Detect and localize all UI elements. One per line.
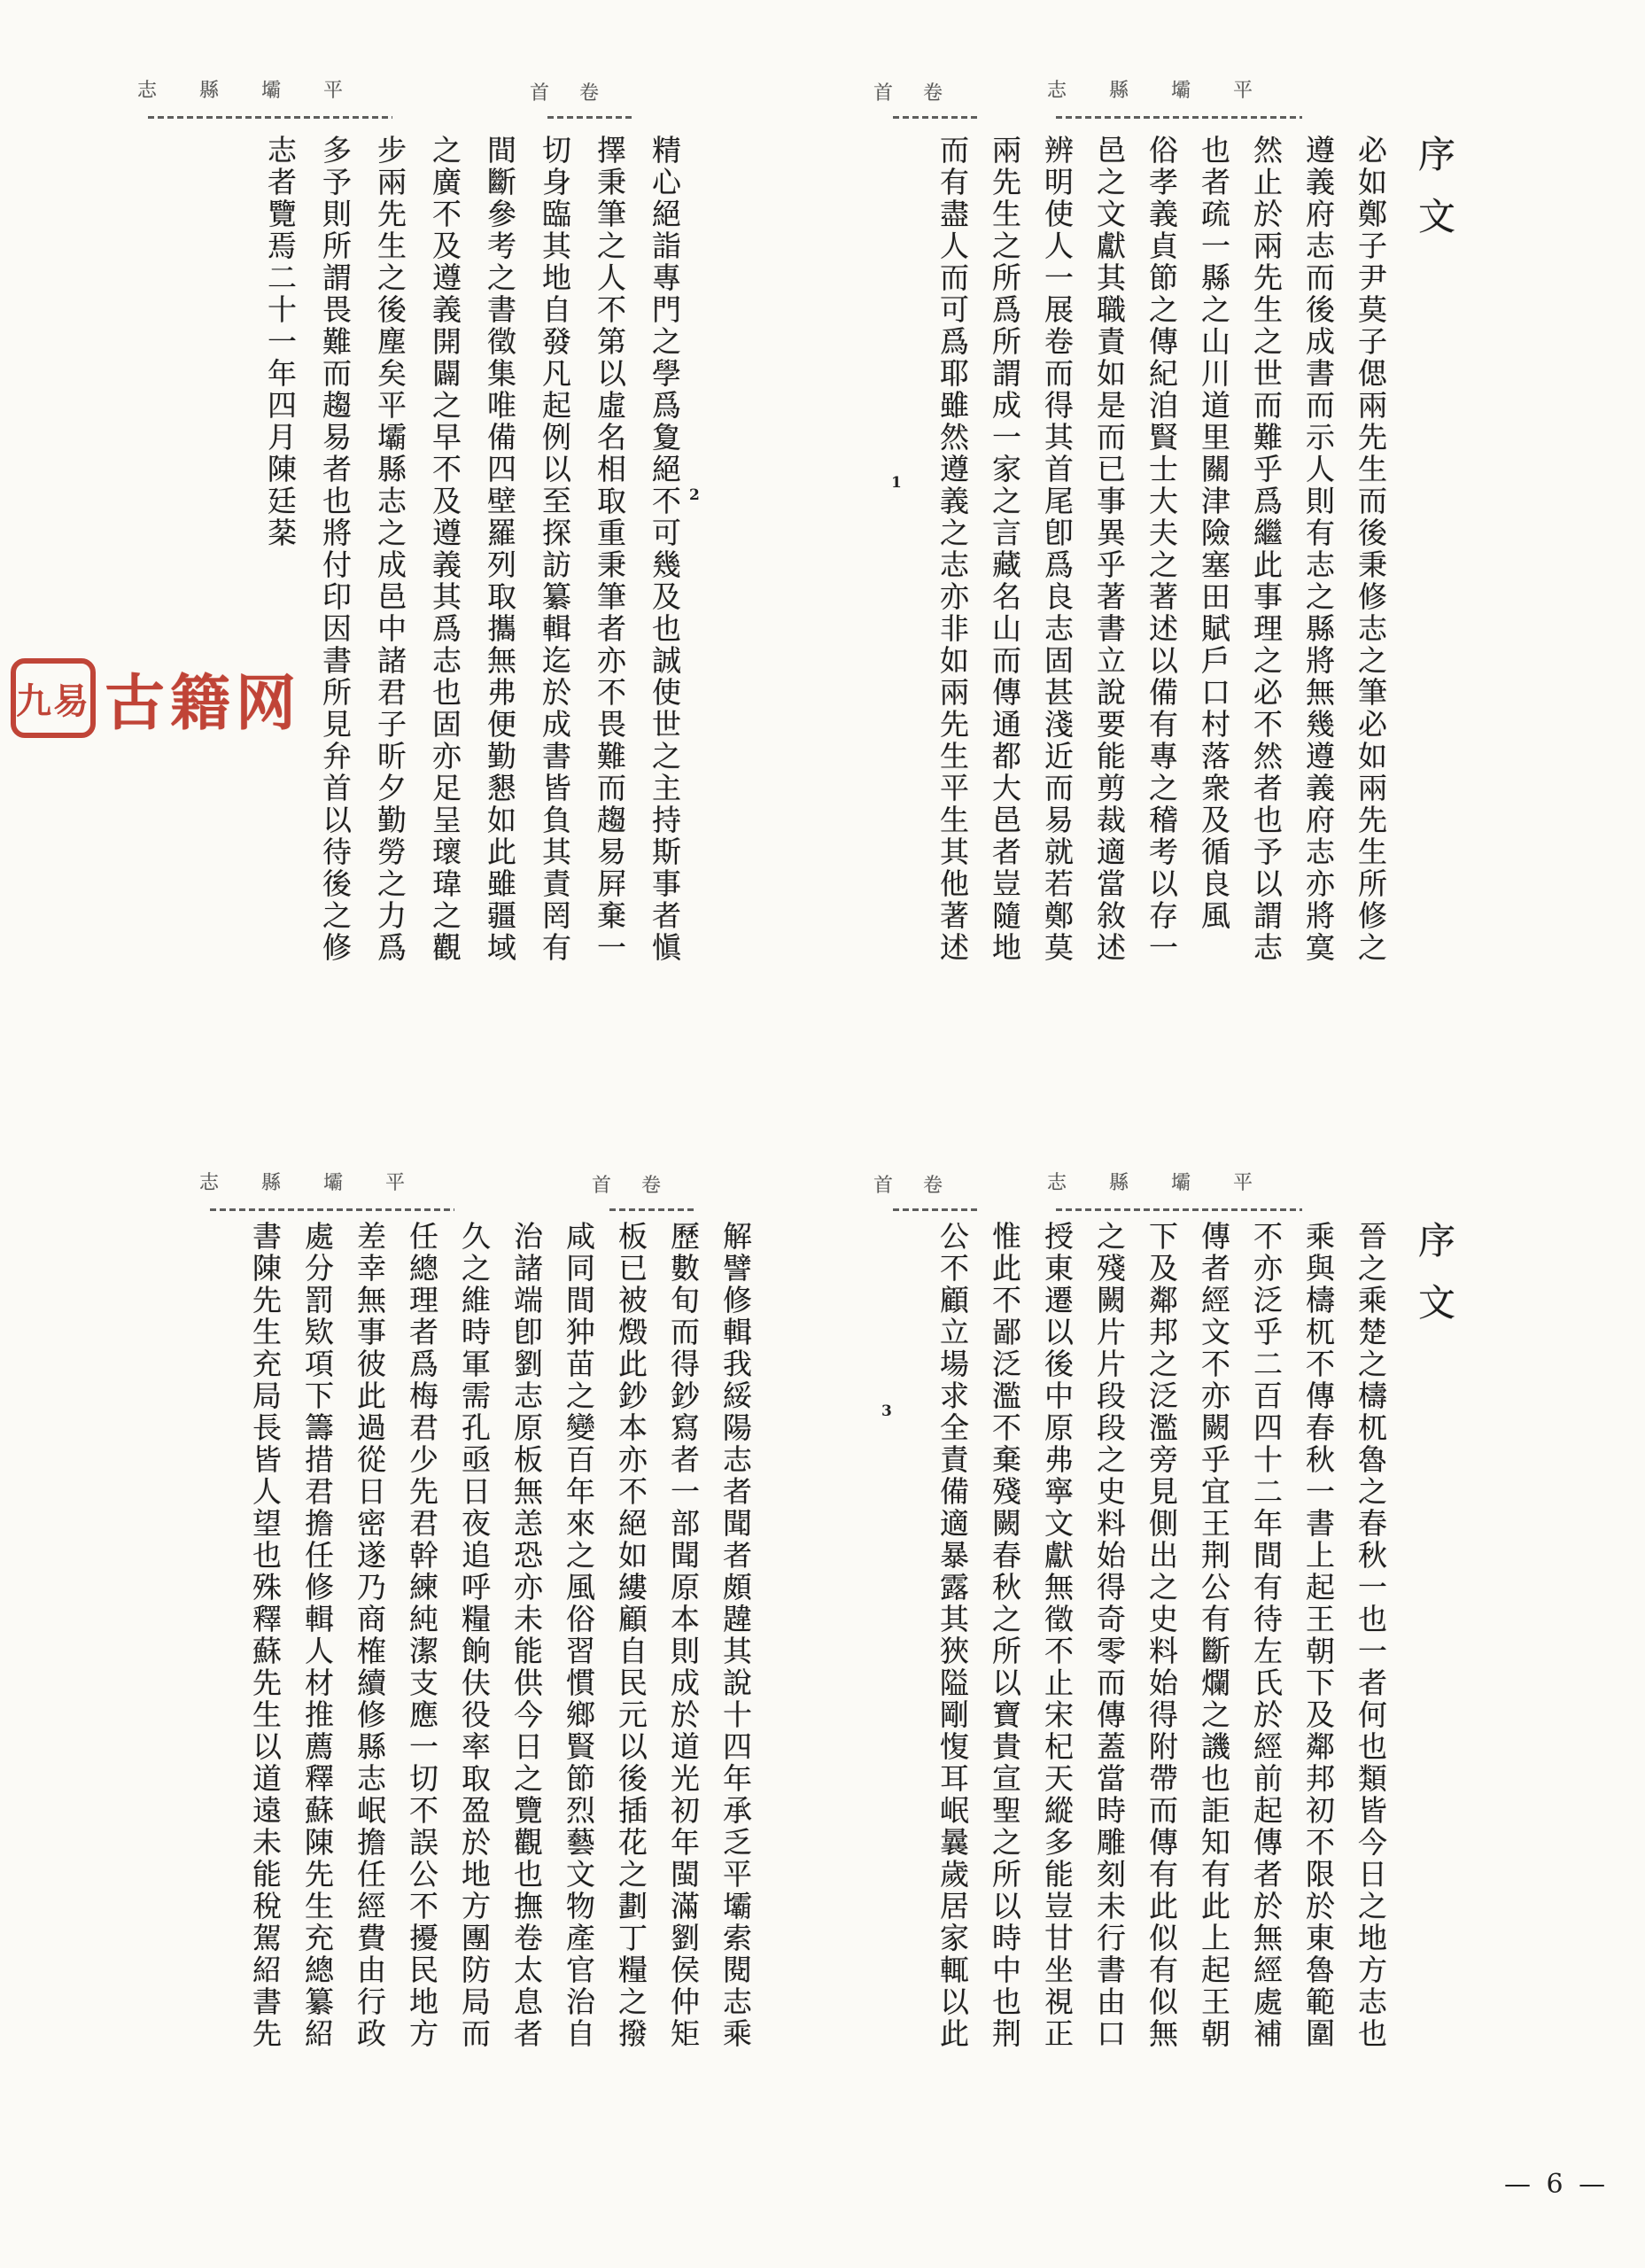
text-column: 晉之乘楚之檮杌魯之春秋一也一者何也類皆今日之地方志也 xyxy=(1354,1221,1385,2050)
running-header-rule xyxy=(1056,1208,1302,1211)
text-column: 處分罰欵項下籌措君擔任修輯人材推薦釋蘇陳先生充總纂紹 xyxy=(300,1221,332,2050)
text-column: 授東遷以後中原弗寧文獻無徵不止宋杞天縱多能豈甘坐視正 xyxy=(1040,1221,1072,2050)
text-column: 志者覽焉二十一年四月陳廷棻 xyxy=(263,135,295,549)
text-column: 之殘闕片片段段之史料始得奇零而傳蓋當時雕刻未行書由口 xyxy=(1092,1221,1124,2050)
text-columns-left xyxy=(232,1221,760,2071)
running-header-rule xyxy=(893,1208,978,1211)
text-column: 不亦泛乎二百四十二年間有待左氏於經前起傳者於無經處補 xyxy=(1249,1221,1281,2050)
text-column: 邑之文獻其職責如是而已事異乎著書立說要能剪裁適當敘述 xyxy=(1092,135,1124,964)
running-header-book-title: 平壩縣志 xyxy=(1046,1171,1295,1193)
folio-digit: 1 xyxy=(891,474,902,492)
page-title: 序文 xyxy=(1413,135,1454,259)
text-column: 遵義府志而後成書而示人則有志之縣將無幾遵義府志亦將寞 xyxy=(1301,135,1333,964)
running-header-section: 卷首 xyxy=(873,82,973,104)
text-column: 傳者經文不亦闕乎宜王荆公有斷爛之譏也詎知有此上起王朝 xyxy=(1197,1221,1229,2050)
text-column: 解譬修輯我綏陽志者聞者頗韙其說十四年承乏平壩索閱志乘 xyxy=(718,1221,750,2050)
running-header-book-title: 平壩縣志 xyxy=(198,1171,447,1193)
watermark-logo: 九易 xyxy=(11,658,96,738)
watermark xyxy=(11,656,301,741)
text-column: 然止於兩先生之世而難乎爲繼此事理之必不然者也予以謂志 xyxy=(1249,135,1281,964)
text-column: 切身臨其地自發凡起例以至探訪纂輯迄於成書皆負其責罔有 xyxy=(538,135,570,964)
running-header-section: 卷首 xyxy=(873,1174,973,1196)
text-column: 兩先生之所爲所謂成一家之言藏名山而傳通都大邑者豈隨地 xyxy=(988,135,1020,964)
text-column: 之廣不及遵義開闢之早不及遵義其爲志也固亦足呈瓌瑋之觀 xyxy=(428,135,460,964)
text-column: 而有盡人而可爲耶雖然遵義之志亦非如兩先生平生其他著述 xyxy=(935,135,967,964)
text-column: 下及鄰邦之泛濫旁見側出之史料始得附帶而傳有此似有似無 xyxy=(1145,1221,1176,2050)
text-column: 公不顧立場求全責備適暴露其狹隘剛愎耳岷曩歲居家輒以此 xyxy=(935,1221,967,2050)
text-column: 間斷參考之書徵集唯備四壁羅列取攜無弗便勤懇如此雖疆域 xyxy=(483,135,515,964)
running-header-rule xyxy=(148,116,392,119)
text-column: 治諸端卽劉志原板無恙恐亦未能供今日之覽觀也撫卷太息者 xyxy=(509,1221,541,2050)
text-column: 板已被燬此鈔本亦不絕如縷顧自民元以後插花之劃丁糧之撥 xyxy=(614,1221,646,2050)
sheet-page-number: — 6 — xyxy=(1504,2169,1610,2200)
text-column: 歷數旬而得鈔寫者一部聞原本則成於道光初年閩滿劉侯仲矩 xyxy=(666,1221,698,2050)
text-column: 久之維時軍需孔亟日夜追呼糧餉伕役率取盈於地方團防局而 xyxy=(457,1221,489,2050)
text-column: 書陳先生充局長皆人望也殊釋蘇先生以道遠未能稅駕紹書先 xyxy=(248,1221,280,2050)
text-column: 多予則所謂畏難而趨易者也將付印因書所見弁首以待後之修 xyxy=(318,135,350,964)
text-column: 必如鄭子尹莫子偲兩先生而後秉修志之筆必如兩先生所修之 xyxy=(1354,135,1385,964)
running-header-book-title: 平壩縣志 xyxy=(1046,79,1295,101)
text-columns-right xyxy=(921,1221,1395,2071)
text-column: 步兩先生之後塵矣平壩縣志之成邑中諸君子昕夕勤勞之力爲 xyxy=(373,135,405,964)
running-header-rule xyxy=(1056,116,1302,119)
folio-digit: 3 xyxy=(881,1402,892,1420)
text-column: 辨明使人一展卷而得其首尾卽爲良志固甚淺近而易就若鄭莫 xyxy=(1040,135,1072,964)
running-header-rule xyxy=(210,1208,454,1211)
text-column: 精心絕詣專門之學爲夐絕不可幾及也誠使世之主持斯事者愼 xyxy=(648,135,679,964)
text-column: 俗孝義貞節之傳紀洎賢士大夫之著述以備有專之稽考以存一 xyxy=(1145,135,1176,964)
text-column: 任總理者爲梅君少先君幹練純潔支應一切不誤公不擾民地方 xyxy=(405,1221,437,2050)
page-title: 序文 xyxy=(1413,1221,1454,1345)
running-header-section: 卷首 xyxy=(591,1174,691,1196)
watermark-site-name: 古籍网 xyxy=(105,669,302,737)
text-columns-right xyxy=(921,135,1395,985)
running-header-rule xyxy=(893,116,978,119)
text-column: 擇秉筆之人不第以虛名相取重秉筆者亦不畏難而趨易屛棄一 xyxy=(593,135,625,964)
running-header-book-title: 平壩縣志 xyxy=(136,79,385,101)
running-header-rule xyxy=(609,1208,694,1211)
text-column: 咸同間狆苗之變百年來之風俗習慣鄉賢節烈藝文物產官治自 xyxy=(562,1221,594,2050)
running-header-section: 卷首 xyxy=(529,82,629,104)
text-column: 也者疏一縣之山川道里關津險塞田賦戶口村落衆及循良風 xyxy=(1197,135,1229,932)
text-column: 惟此不鄙泛濫不棄殘闕春秋之所以寶貴宣聖之所以時中也荆 xyxy=(988,1221,1020,2050)
text-columns-left xyxy=(248,135,691,985)
text-column: 乘與檮杌不傳春秋一書上起王朝下及鄰邦初不限於東魯範圍 xyxy=(1301,1221,1333,2050)
folio-digit: 2 xyxy=(689,486,700,504)
text-column: 差幸無事彼此過從日密遂乃商榷續修縣志岷擔任經費由行政 xyxy=(353,1221,384,2050)
running-header-rule xyxy=(547,116,632,119)
